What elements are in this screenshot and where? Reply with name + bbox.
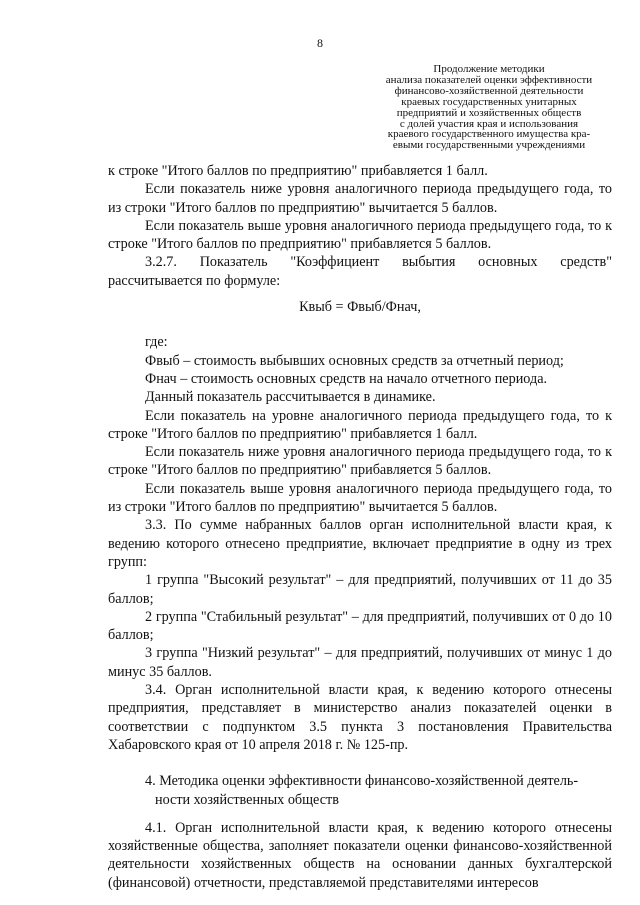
paragraph: Если показатель на уровне аналогичного периода предыдущего года, то к строке "Итого баллов по предприятию" прибавляется 1 балл. — [108, 407, 612, 442]
paragraph: 3.2.7. Показатель "Коэффициент выбытия основных средств" рассчитывается по формуле: — [108, 254, 612, 289]
group-item: 1 группа "Высокий результат" – для предприятий, получивших от 11 до 35 баллов; — [108, 572, 612, 607]
definition: Фвыб – стоимость выбывших основных средств за отчетный период; — [145, 352, 564, 369]
definition: Фнач – стоимость основных средств на начало отчетного периода. — [145, 370, 548, 387]
paragraph: Если показатель выше уровня аналогичного периода предыдущего года, то к строке "Итого баллов по предприятию" прибавляется 5 баллов. — [108, 217, 612, 253]
running-header-line: с долей участия края и использования — [399, 117, 579, 130]
paragraph: 4.1. Орган исполнительной власти края, к ведению которого отнесены хозяйственные общества, заполняет показатели оценки финансово-хозяйственной деятельности хозяйственных обществ на основании данных бухгалтерской (финансовой) отчетности, представляемой представителями интересов — [108, 819, 612, 891]
running-header-line: анализа показателей оценки эффективности — [385, 73, 593, 86]
running-header — [358, 64, 620, 151]
paragraph: Данный показатель рассчитывается в динамике. — [145, 389, 436, 406]
running-header-line: краевого государственного имущества кра- — [387, 128, 591, 141]
paragraph: Если показатель ниже уровня аналогичного периода предыдущего года, то к строке "Итого баллов по предприятию" прибавляется 5 баллов. — [108, 444, 612, 479]
running-header-line: евыми государственными учреждениями — [392, 139, 586, 152]
section-heading-line: 4. Методика оценки эффективности финансово-хозяйственной деятель- — [145, 773, 579, 790]
running-header-line: предприятий и хозяйственных обществ — [396, 106, 582, 119]
running-header-line: Продолжение методики — [433, 63, 545, 75]
running-header-line: краевых государственных унитарных — [401, 95, 577, 108]
paragraph: Если показатель выше уровня аналогичного периода предыдущего года, то из строки "Итого баллов по предприятию" вычитается 5 баллов. — [108, 480, 612, 516]
group-item: 3 группа "Низкий результат" – для предприятий, получивших от минус 1 до минус 35 баллов. — [108, 645, 612, 680]
document-body — [108, 162, 612, 892]
paragraph: 3.3. По сумме набранных баллов орган исполнительной власти края, к ведению которого отнесено предприятие, включает предприятие в одну из трех групп: — [108, 517, 612, 570]
page-number: 8 — [317, 36, 323, 50]
paragraph: Если показатель ниже уровня аналогичного периода предыдущего года, то из строки "Итого баллов по предприятию" вычитается 5 баллов. — [108, 181, 612, 216]
running-header-line: финансово-хозяйственной деятельности — [394, 84, 584, 97]
group-item: 2 группа "Стабильный результат" – для предприятий, получивших от 0 до 10 баллов; — [108, 608, 612, 644]
paragraph: 3.4. Орган исполнительной власти края, к ведению которого отнесены предприятия, представляет в министерство анализ показателей оценки в соответствии с подпунктом 3.5 пункта 3 постановления Правительства Хабаровского края от 10 апреля 2018 г. № 125-пр. — [108, 682, 612, 753]
section-heading — [145, 772, 612, 809]
where-label: где: — [145, 334, 168, 351]
paragraph: к строке "Итого баллов по предприятию" прибавляется 1 балл. — [108, 163, 488, 179]
section-heading-line: ности хозяйственных обществ — [155, 791, 339, 808]
formula: Квыб = Фвыб/Фнач, — [299, 299, 421, 316]
